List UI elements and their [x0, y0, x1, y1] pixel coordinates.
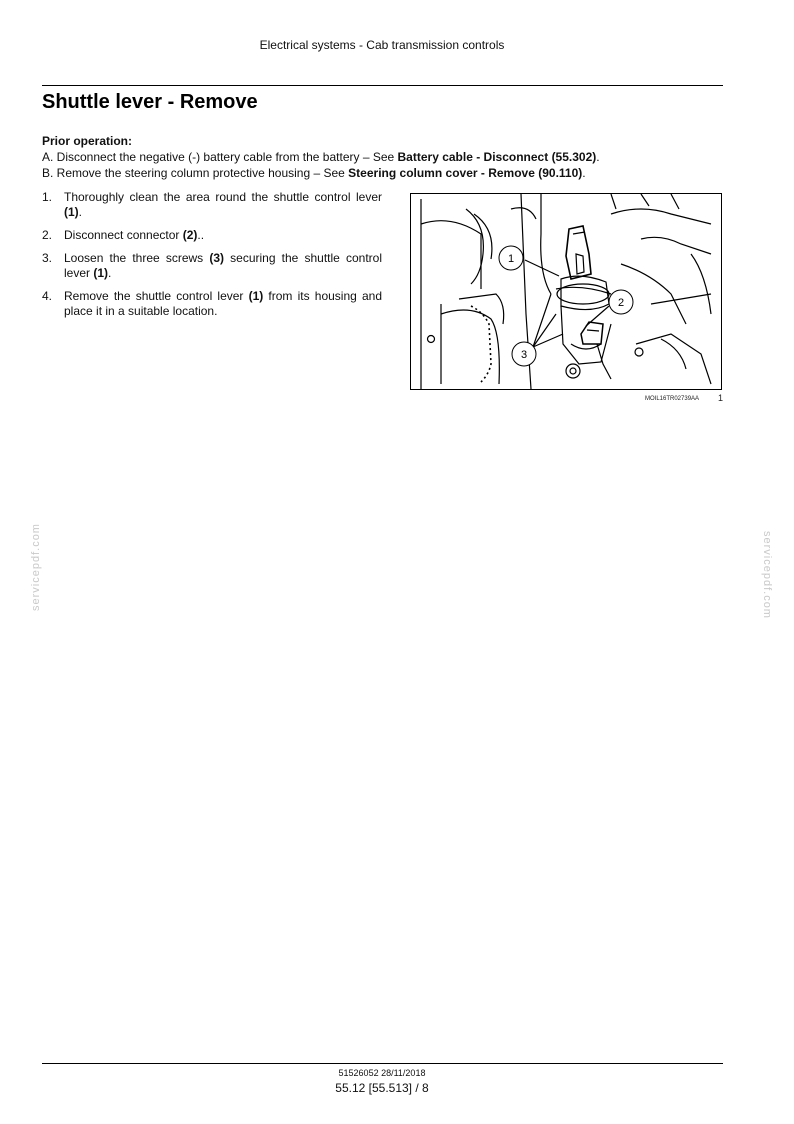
figure-caption: MOIL16TR02739AA [645, 396, 700, 402]
callout-label-1: 1 [507, 253, 515, 265]
part-reference: (1) [93, 266, 109, 280]
procedure-steps [42, 190, 382, 327]
procedure-step [42, 251, 382, 281]
step-text: Remove the shuttle control lever (1) from its housing and place it in a suitable location. [64, 289, 382, 318]
part-reference: (1) [248, 289, 264, 303]
cross-reference-link[interactable]: Steering column cover - Remove (90.110) [348, 166, 583, 180]
running-header: Electrical systems - Cab transmission controls [259, 38, 505, 52]
figure-number: 1 [718, 393, 724, 403]
figure-shuttle-lever [410, 193, 722, 390]
callout-label-2: 2 [617, 297, 625, 309]
prior-item-suffix: . [582, 166, 586, 180]
cross-reference-link[interactable]: Battery cable - Disconnect (55.302) [397, 150, 597, 164]
procedure-step [42, 190, 382, 220]
header-rule [42, 85, 723, 86]
step-number: 2. [42, 228, 53, 242]
prior-item-suffix: . [596, 150, 600, 164]
prior-item-text: B. Remove the steering column protective housing – See [42, 166, 349, 180]
footer-rule [42, 1063, 723, 1064]
procedure-step [42, 289, 382, 319]
step-number: 4. [42, 289, 53, 303]
step-text: Thoroughly clean the area round the shuttle control lever (1). [64, 190, 382, 219]
step-number: 1. [42, 190, 53, 204]
prior-operation-heading: Prior operation: [42, 134, 133, 148]
part-reference: (2) [182, 228, 198, 242]
watermark-left: servicepdf.com [30, 523, 42, 611]
step-text: Loosen the three screws (3) securing the shuttle control lever (1). [64, 251, 382, 280]
callout-label-3: 3 [520, 349, 528, 361]
shuttle-lever-illustration [411, 194, 721, 389]
part-reference: (1) [64, 205, 79, 219]
prior-item-text: A. Disconnect the negative (-) battery cable from the battery – See [42, 150, 398, 164]
part-reference: (3) [209, 251, 224, 265]
footer-page-number: 55.12 [55.513] / 8 [335, 1081, 429, 1095]
prior-operation-item-a [42, 149, 732, 165]
step-text: Disconnect connector (2).. [64, 228, 205, 242]
page-title: Shuttle lever - Remove [42, 91, 258, 113]
footer-document-id: 51526052 28/11/2018 [338, 1068, 426, 1078]
prior-operation-item-b [42, 165, 732, 181]
prior-operation [42, 133, 732, 181]
watermark-right: servicepdf.com [761, 531, 773, 619]
step-number: 3. [42, 251, 53, 265]
procedure-step [42, 228, 382, 243]
